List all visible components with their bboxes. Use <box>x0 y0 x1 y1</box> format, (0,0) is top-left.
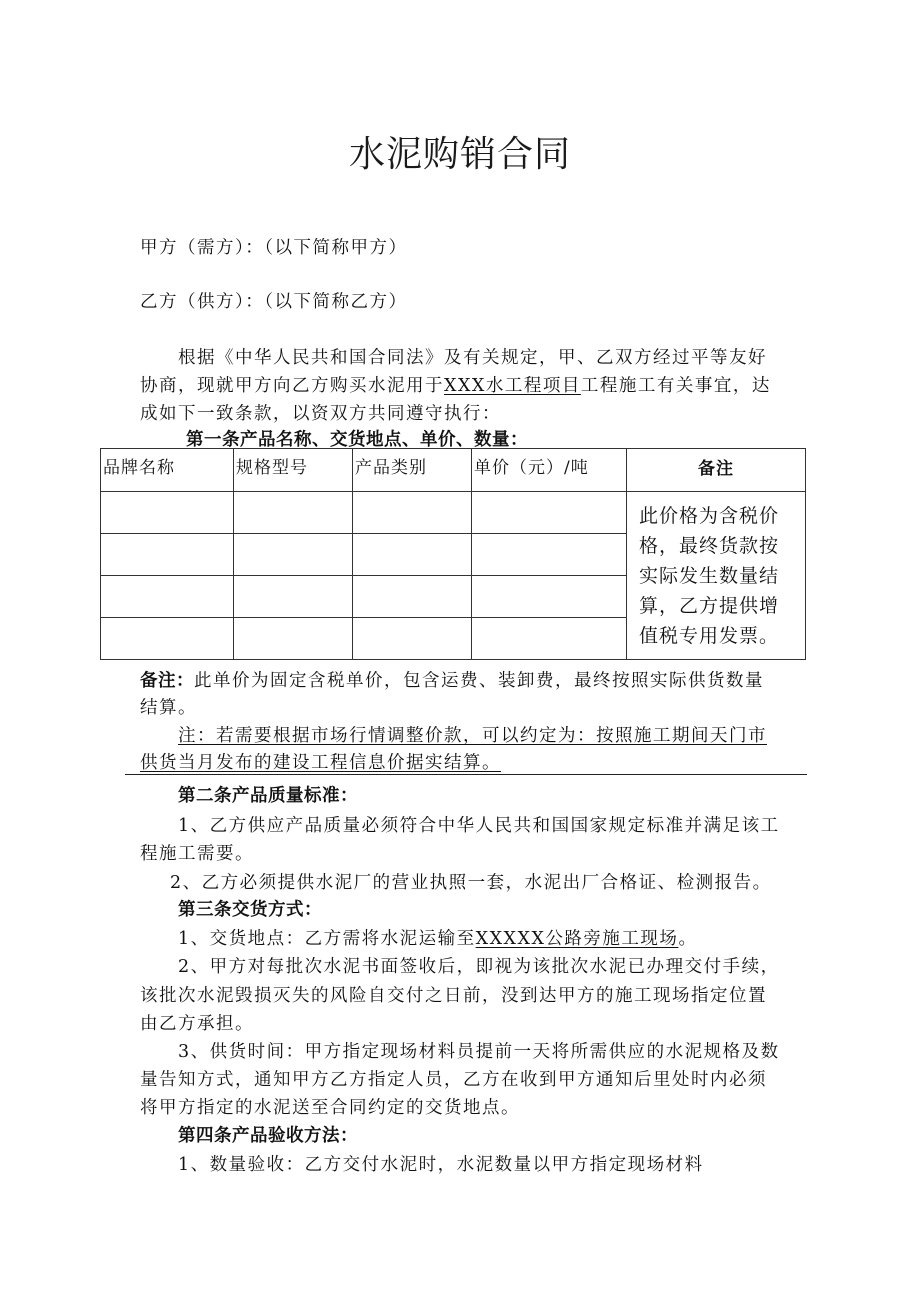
intro-line-1: 根据《中华人民共和国合同法》及有关规定，甲、乙双方经过平等友好 <box>178 348 767 368</box>
article-1-heading: 第一条产品名称、交货地点、单价、数量： <box>186 430 528 450</box>
header-price <box>472 449 627 492</box>
section-divider <box>125 774 807 775</box>
document-title: 水泥购销合同 <box>348 134 571 175</box>
table-row <box>101 492 806 534</box>
table-cell <box>353 492 472 534</box>
remark-cell <box>627 492 806 660</box>
price-note-label: 备注： <box>140 671 194 691</box>
delivery-site: XXXXX公路旁施工现场 <box>475 929 679 949</box>
article-4-item-1: 1、数量验收：乙方交付水泥时，水泥数量以甲方指定现场材料 <box>178 1155 704 1175</box>
table-cell <box>234 492 353 534</box>
table-cell <box>101 576 234 618</box>
table-cell <box>234 576 353 618</box>
article-3-item-2-line-3: 由乙方承担。 <box>140 1014 254 1034</box>
table-cell <box>472 618 627 660</box>
product-table <box>100 448 806 660</box>
article-2-item-1-line-1: 1、乙方供应产品质量必须符合中华人民共和国国家规定标准并满足该工 <box>178 816 780 836</box>
table-cell <box>101 492 234 534</box>
party-a: 甲方（需方）：（以下简称甲方） <box>140 238 408 258</box>
header-spec-label: 规格型号 <box>236 458 308 478</box>
article-3-item-3-line-2: 量告知方式，通知甲方乙方指定人员，乙方在收到甲方通知后里处时内必须 <box>140 1070 767 1090</box>
article-3-heading: 第三条交货方式： <box>178 900 322 920</box>
article-3-item-3-line-1: 3、供货时间：甲方指定现场材料员提前一天将所需供应的水泥规格及数 <box>178 1042 780 1062</box>
article-2-item-1-line-2: 程施工需要。 <box>140 844 254 864</box>
header-spec <box>234 449 353 492</box>
article-3-item-2-line-2: 该批次水泥毁损灭失的风险自交付之日前，没到达甲方的施工现场指定位置 <box>140 986 767 1006</box>
article-3-item-2-line-1: 2、甲方对每批次水泥书面签收后，即视为该批次水泥已办理交付手续， <box>178 957 780 977</box>
table-cell <box>353 534 472 576</box>
table-cell <box>353 618 472 660</box>
intro-line-2-suffix: 工程施工有关事宜，达 <box>580 376 771 396</box>
table-cell <box>472 534 627 576</box>
table-header-row <box>101 449 806 492</box>
article-3-item-1 <box>178 925 697 950</box>
table-cell <box>472 576 627 618</box>
header-remark <box>627 449 806 492</box>
header-brand <box>101 449 234 492</box>
article-2-heading: 第二条产品质量标准： <box>178 786 358 806</box>
adjust-note-line-2: 供货当月发布的建设工程信息价据实结算。 <box>140 753 501 773</box>
table-cell <box>101 534 234 576</box>
intro-line-3: 成如下一致条款，以资双方共同遵守执行： <box>140 404 501 424</box>
party-b: 乙方（供方）：（以下简称乙方） <box>140 292 408 312</box>
table-cell <box>101 618 234 660</box>
header-category-label: 产品类别 <box>355 458 427 478</box>
article-2-item-2: 2、乙方必须提供水泥厂的营业执照一套，水泥出厂合格证、检测报告。 <box>170 873 772 893</box>
intro-line-2-prefix: 协商，现就甲方向乙方购买水泥用于 <box>140 376 444 396</box>
table-cell <box>472 492 627 534</box>
remark-text: 此价格为含税价格，最终货款按实际发生数量结算，乙方提供增值税专用发票。 <box>639 504 780 647</box>
price-note-text: 此单价为固定含税单价，包含运费、装卸费，最终按照实际供货数量 <box>194 671 764 691</box>
delivery-location-end: 。 <box>678 929 698 949</box>
table-cell <box>353 576 472 618</box>
table-cell <box>234 534 353 576</box>
price-note-line-2: 结算。 <box>140 698 197 718</box>
intro-line-2 <box>140 372 771 397</box>
table-cell <box>234 618 353 660</box>
header-price-label: 单价（元）/吨 <box>474 458 589 478</box>
project-name: XXX水工程项目 <box>444 376 581 396</box>
adjust-note-line-1: 注：若需要根据市场行情调整价款，可以约定为：按照施工期间天门市 <box>178 726 767 746</box>
header-brand-label: 品牌名称 <box>103 458 175 478</box>
price-note-line-1 <box>140 667 764 692</box>
header-remark-label: 备注 <box>698 459 734 479</box>
delivery-location-label: 1、交货地点：乙方需将水泥运输至 <box>178 929 476 949</box>
header-category <box>353 449 472 492</box>
article-3-item-3-line-3: 将甲方指定的水泥送至合同约定的交货地点。 <box>140 1098 520 1118</box>
article-4-heading: 第四条产品验收方法： <box>178 1126 358 1146</box>
